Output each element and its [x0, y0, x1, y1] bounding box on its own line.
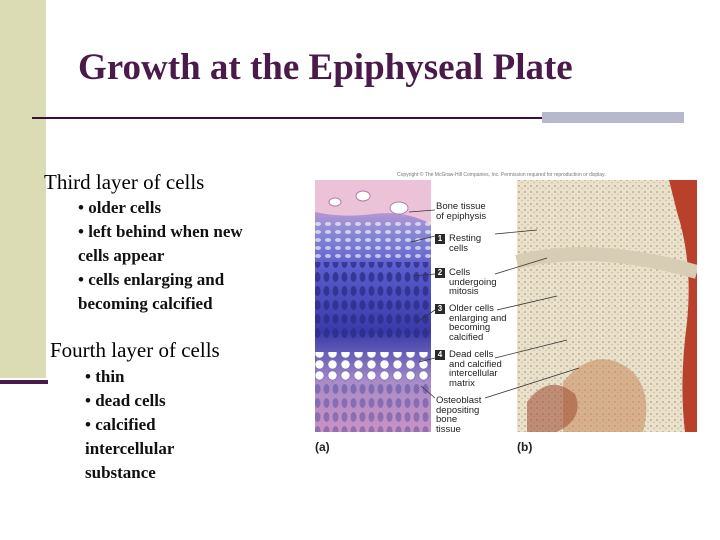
slide-title: Growth at the Epiphyseal Plate [78, 47, 573, 88]
bullet-line: • older cells [78, 198, 162, 217]
bullet-line: • thin [85, 367, 125, 386]
panel-label-a: (a) [315, 440, 330, 454]
heading-third-layer: Third layer of cells [44, 170, 205, 194]
zone-number: 4 [435, 350, 445, 360]
title-rule-accent [542, 112, 684, 123]
bullet-line: • dead cells [85, 391, 166, 410]
epiphyseal-plate-figure [313, 172, 697, 462]
fourth-layer-bullets [85, 365, 174, 485]
label-resting-cells: Resting cells [449, 233, 482, 254]
zone-number: 3 [435, 304, 445, 314]
sidebar-bar [0, 380, 48, 384]
label-older-cells: Older cells enlarging and becoming calcified [449, 303, 507, 343]
zone-number: 2 [435, 268, 445, 278]
bullet-line: cells appear [78, 246, 165, 265]
bullet-line: becoming calcified [78, 294, 213, 313]
bullet-line: • left behind when new [78, 222, 243, 241]
title-rule [32, 117, 542, 119]
label-osteoblast: Osteoblast depositing bone tissue [436, 395, 482, 435]
sidebar-accent [0, 0, 46, 378]
bullet-line: • cells enlarging and [78, 270, 225, 289]
third-layer-bullets [78, 196, 243, 316]
figure-copyright: Copyright © The McGraw-Hill Companies, Inc. Permission required for reproduction or display. [397, 172, 606, 178]
heading-fourth-layer: Fourth layer of cells [50, 338, 220, 362]
bullet-line: • calcified [85, 415, 156, 434]
label-dead-cells: Dead cells and calcified intercellular matrix [449, 349, 502, 389]
bullet-line: substance [85, 463, 156, 482]
label-cells-mitosis: Cells undergoing mitosis [449, 267, 497, 297]
label-bone-tissue: Bone tissue of epiphysis [436, 201, 487, 222]
bullet-line: intercellular [85, 439, 175, 458]
panel-label-b: (b) [517, 440, 533, 454]
zone-number: 1 [435, 234, 445, 244]
